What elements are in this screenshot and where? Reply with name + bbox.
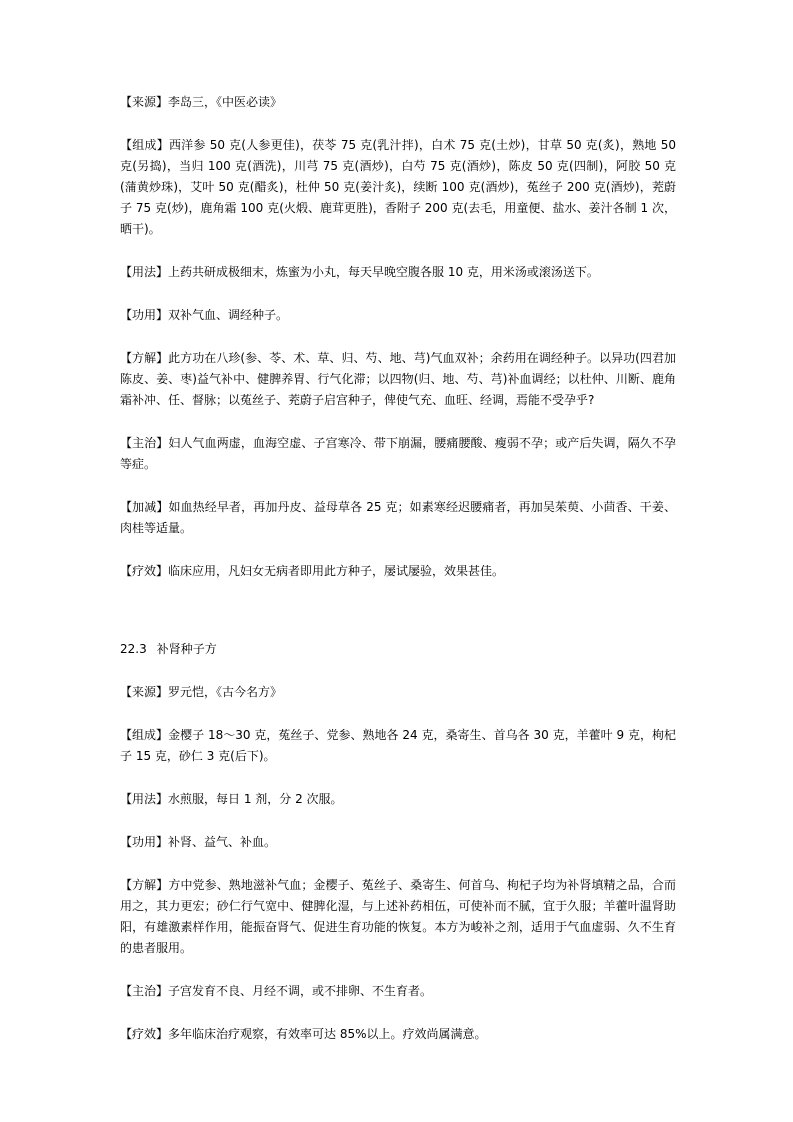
paragraph-spacer (120, 539, 676, 561)
efficacy-paragraph: 【疗效】多年临床治疗观察，有效率可达 85%以上。疗效尚属满意。 (120, 1027, 487, 1041)
paragraph-spacer (120, 113, 676, 135)
section-heading (120, 639, 676, 660)
paragraph-spacer (120, 660, 676, 682)
section-title: 补肾种子方 (156, 642, 217, 656)
explanation-paragraph: 【方解】方中党参、熟地滋补气血；金樱子、菟丝子、桑寄生、何首乌、枸杞子均为补肾填精之品，合而用之，其力更宏；砂仁行气宽中、健脾化湿，与上述补药相伍，可使补而不腻，宜于久服；羊藿叶温肾助阳，有雄激素样作用，能振奋肾气、促进生育功能的恢复。本方为峻补之剂，适用于气血虚弱、久不生育的患者服用。 (120, 878, 676, 955)
function-paragraph: 【功用】补肾、益气、补血。 (120, 835, 277, 849)
paragraph-spacer (120, 703, 676, 725)
paragraph-spacer (120, 853, 676, 875)
indication-paragraph: 【主治】妇人气血两虚，血海空虚、子宫寒冷、带下崩漏，腰痛腰酸、瘦弱不孕；或产后失调，隔久不孕等症。 (120, 436, 676, 471)
composition-paragraph: 【组成】西洋参 50 克(人参更佳)，茯苓 75 克(乳汁拌)，白术 75 克(土炒)，甘草 50 克(炙)，熟地 50 克(另捣)，当归 100 克(酒洗)，川芎 75 克(酒炒)，白芍 75 克(酒炒)，陈皮 50 克(四制)，阿胶 50 克(蒲黄炒珠)，艾叶 50 克(醋炙)，杜仲 50 克(姜汁炙)，续断 100 克(酒炒)，菟丝子 200 克(酒炒)，茺蔚子 75 克(炒)，鹿角霜 100 克(火煅、鹿茸更胜)，香附子 200 克(去毛，用童便、盐水、姜汁各制 1 次，晒干)。 (120, 138, 676, 236)
usage-paragraph: 【用法】水煎服，每日 1 剂，分 2 次服。 (120, 792, 343, 806)
paragraph-spacer (120, 240, 676, 262)
modification-paragraph: 【加减】如血热经早者，再加丹皮、益母草各 25 克；如素寒经迟腰痛者，再加吴茱萸、小茴香、干姜、肉桂等适量。 (120, 500, 676, 535)
usage-paragraph: 【用法】上药共研成极细末，炼蜜为小丸，每天早晚空腹各服 10 克，用米汤或滚汤送下。 (120, 265, 599, 279)
document-page (120, 92, 676, 1045)
function-paragraph: 【功用】双补气血、调经种子。 (120, 308, 289, 322)
paragraph-spacer (120, 411, 676, 433)
section-number: 22.3 (120, 642, 147, 656)
source-paragraph: 【来源】李岛三，《中医必读》 (120, 95, 283, 109)
paragraph-spacer (120, 283, 676, 305)
section-spacer (120, 582, 676, 639)
indication-paragraph: 【主治】子宫发育不良、月经不调，或不排卵、不生育者。 (120, 984, 433, 998)
paragraph-spacer (120, 810, 676, 832)
paragraph-spacer (120, 767, 676, 789)
paragraph-spacer (120, 959, 676, 981)
efficacy-paragraph: 【疗效】临床应用，凡妇女无病者即用此方种子，屡试屡验，效果甚佳。 (120, 564, 505, 578)
paragraph-spacer (120, 1002, 676, 1024)
paragraph-spacer (120, 475, 676, 497)
source-paragraph: 【来源】罗元恺，《古今名方》 (120, 685, 283, 699)
explanation-paragraph: 【方解】此方功在八珍(参、苓、术、草、归、芍、地、芎)气血双补；余药用在调经种子。以异功(四君加陈皮、姜、枣)益气补中、健脾养胃、行气化滞；以四物(归、地、芍、芎)补血调经；以杜仲、川断、鹿角霜补冲、任、督脉；以菟丝子、茺蔚子启宫种子，俾使气充、血旺、经调，焉能不受孕乎? (120, 351, 676, 407)
paragraph-spacer (120, 326, 676, 348)
composition-paragraph: 【组成】金樱子 18～30 克，菟丝子、党参、熟地各 24 克，桑寄生、首乌各 30 克，羊藿叶 9 克，枸杞子 15 克，砂仁 3 克(后下)。 (120, 728, 676, 763)
